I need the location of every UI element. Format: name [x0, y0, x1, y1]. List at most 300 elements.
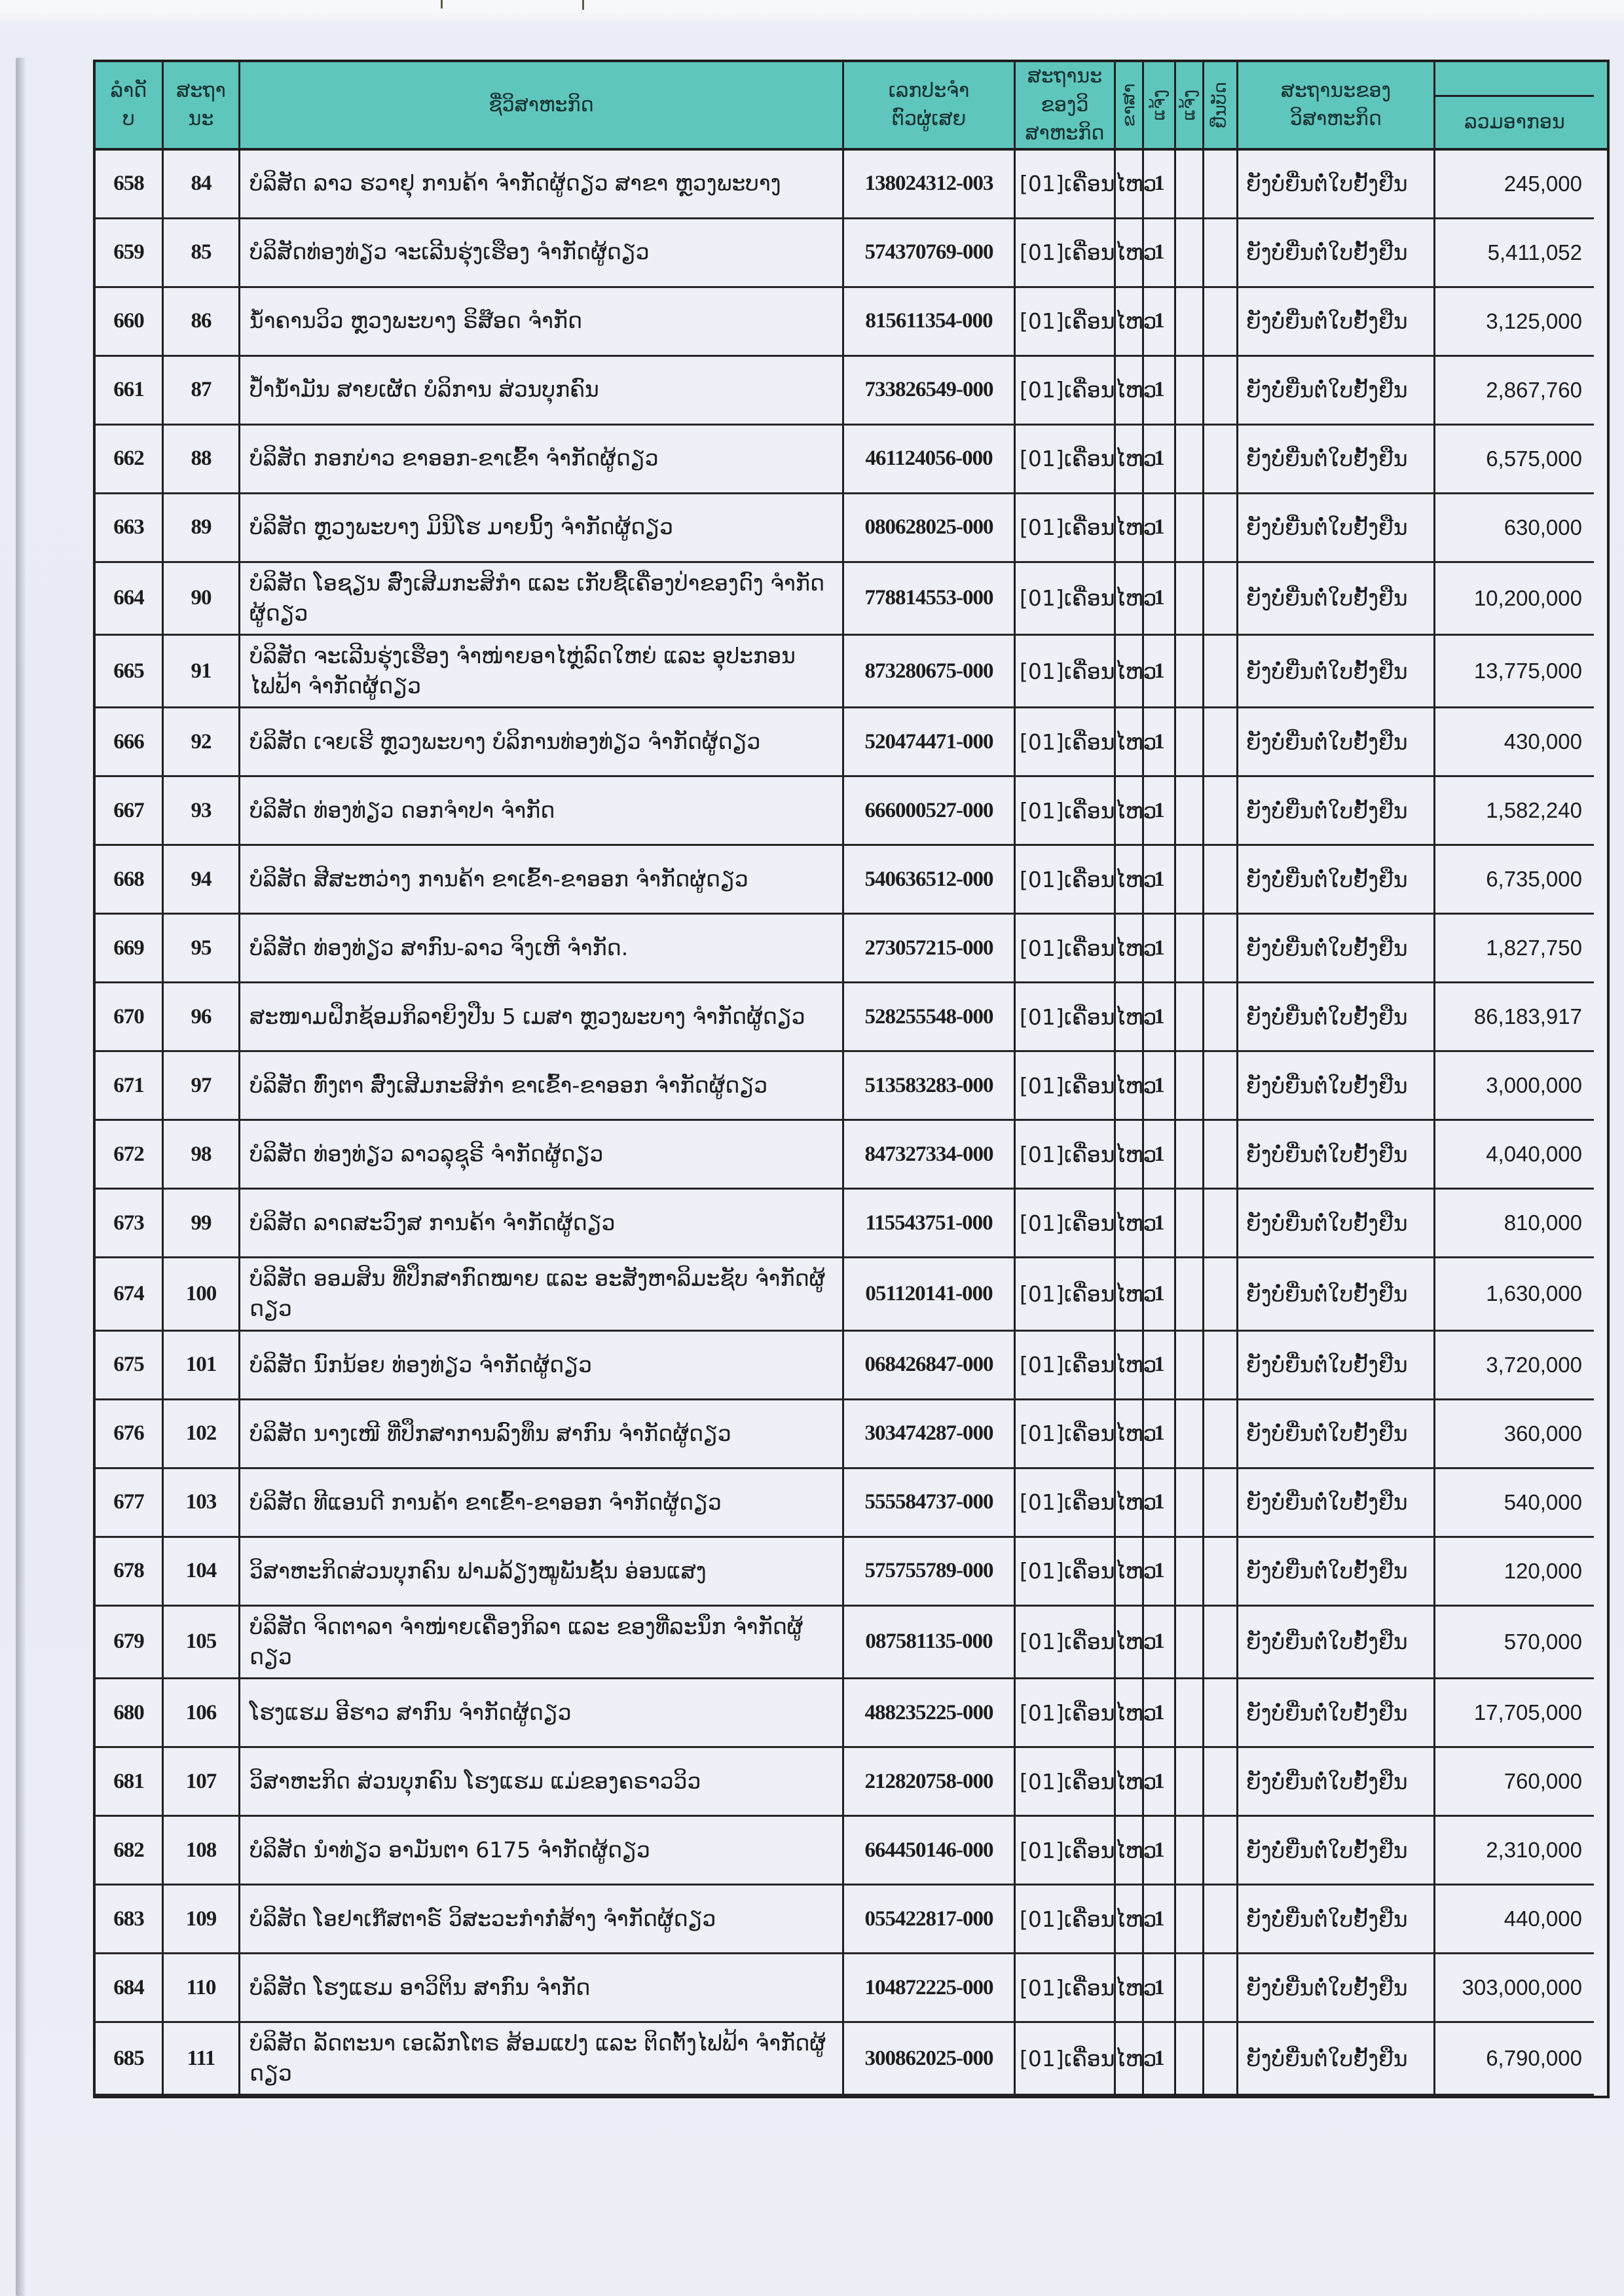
flag-col-1	[1116, 1052, 1144, 1121]
total-tax-amount: 760,000	[1435, 1748, 1594, 1817]
flag-col-2: 1	[1144, 1886, 1176, 1954]
enterprise-name: ບໍລິສັດ ລັດຕະນາ ເອເລັກໂຕຣ ສ້ອມແປງ ແລະ ຕິດຕັ້ງໄຟຟ້າ ຈຳກັດຜູ້ດຽວ	[240, 2023, 844, 2096]
row-number: 664	[96, 563, 164, 636]
total-tax-amount: 10,200,000	[1435, 563, 1594, 636]
total-tax-amount: 4,040,000	[1435, 1121, 1594, 1190]
row-sequence: 86	[164, 288, 240, 357]
flag-col-1	[1116, 288, 1144, 357]
enterprise-name: ບໍລິສັດ ຈະເລີນຮຸ່ງເຮືອງ ຈຳໜ່າຍອາໄຫຼ່ລົດໃຫຍ່ ແລະ ອຸປະກອນໄຟຟ້າ ຈຳກັດຜູ້ດຽວ	[240, 636, 844, 708]
total-tax-amount: 17,705,000	[1435, 1679, 1594, 1748]
taxpayer-id: 055422817-000	[844, 1886, 1016, 1954]
flag-col-2: 1	[1144, 563, 1176, 636]
total-tax-amount: 3,000,000	[1435, 1052, 1594, 1121]
flag-col-2: 1	[1144, 915, 1176, 983]
flag-col-3	[1176, 915, 1204, 983]
taxpayer-id: 574370769-000	[844, 219, 1016, 288]
flag-col-3	[1176, 708, 1204, 777]
certificate-status: ຍັງບໍ່ຍື່ນຕໍ່ໃບຢັ້ງຢືນ	[1238, 1469, 1435, 1538]
flag-col-4	[1204, 357, 1238, 426]
flag-col-3	[1176, 151, 1204, 219]
flag-col-1	[1116, 1748, 1144, 1817]
row-sequence: 95	[164, 915, 240, 983]
row-sequence: 85	[164, 219, 240, 288]
total-tax-amount: 1,582,240	[1435, 777, 1594, 846]
flag-col-3	[1176, 426, 1204, 494]
flag-col-2: 1	[1144, 357, 1176, 426]
flag-col-2: 1	[1144, 1679, 1176, 1748]
activity-status: [01]ເຄື່ອນໄຫວ	[1016, 708, 1116, 777]
table-row	[96, 1679, 1607, 1748]
flag-col-1	[1116, 357, 1144, 426]
enterprise-name: ບໍລິສັດ ທີແອນດີ ການຄ້າ ຂາເຂົ້າ-ຂາອອກ ຈຳກັດຜູ້ດຽວ	[240, 1469, 844, 1538]
flag-col-2: 1	[1144, 288, 1176, 357]
taxpayer-id: 666000527-000	[844, 777, 1016, 846]
flag-col-1	[1116, 1886, 1144, 1954]
flag-col-1	[1116, 1469, 1144, 1538]
table-row	[96, 1258, 1607, 1331]
flag-col-2: 1	[1144, 708, 1176, 777]
activity-status: [01]ເຄື່ອນໄຫວ	[1016, 288, 1116, 357]
row-sequence: 90	[164, 563, 240, 636]
flag-col-2: 1	[1144, 1954, 1176, 2023]
row-sequence: 111	[164, 2023, 240, 2096]
certificate-status: ຍັງບໍ່ຍື່ນຕໍ່ໃບຢັ້ງຢືນ	[1238, 636, 1435, 708]
total-tax-amount: 2,867,760	[1435, 357, 1594, 426]
row-sequence: 106	[164, 1679, 240, 1748]
header-vertical-3: ແຈ້ງ	[1176, 62, 1204, 148]
activity-status: [01]ເຄື່ອນໄຫວ	[1016, 2023, 1116, 2096]
row-number: 666	[96, 708, 164, 777]
enterprise-name: ບໍລິສັດ ທົ່ງຕາ ສົ່ງເສີມກະສິກຳ ຂາເຂົ້າ-ຂາອອກ ຈຳກັດຜູ້ດຽວ	[240, 1052, 844, 1121]
row-number: 663	[96, 494, 164, 563]
enterprise-name: ໂຮງແຮມ ອີຮາວ ສາກົນ ຈຳກັດຜູ້ດຽວ	[240, 1679, 844, 1748]
header-vertical-1: ຂາສາ	[1116, 62, 1144, 148]
flag-col-3	[1176, 1817, 1204, 1886]
flag-col-4	[1204, 219, 1238, 288]
total-tax-amount: 360,000	[1435, 1400, 1594, 1469]
certificate-status: ຍັງບໍ່ຍື່ນຕໍ່ໃບຢັ້ງຢືນ	[1238, 1121, 1435, 1190]
scan-tick-mark	[441, 0, 443, 9]
enterprise-name: ວິສາຫະກິດສ່ວນບຸກຄົນ ຟາມລ້ຽງໝູພັນຊັ້ນ ອ່ອນແສງ	[240, 1538, 844, 1607]
flag-col-4	[1204, 1190, 1238, 1258]
flag-col-3	[1176, 983, 1204, 1052]
flag-col-4	[1204, 777, 1238, 846]
row-sequence: 89	[164, 494, 240, 563]
taxpayer-id: 778814553-000	[844, 563, 1016, 636]
taxpayer-id: 873280675-000	[844, 636, 1016, 708]
table-body	[96, 151, 1607, 2096]
flag-col-4	[1204, 1400, 1238, 1469]
flag-col-2: 1	[1144, 1817, 1176, 1886]
certificate-status: ຍັງບໍ່ຍື່ນຕໍ່ໃບຢັ້ງຢືນ	[1238, 426, 1435, 494]
enterprise-name: ບໍລິສັດ ກອກບ່າວ ຂາອອກ-ຂາເຂົ້າ ຈຳກັດຜູ້ດຽວ	[240, 426, 844, 494]
table-row	[96, 1332, 1607, 1400]
table-row	[96, 983, 1607, 1052]
total-tax-amount: 1,630,000	[1435, 1258, 1594, 1331]
certificate-status: ຍັງບໍ່ຍື່ນຕໍ່ໃບຢັ້ງຢືນ	[1238, 1400, 1435, 1469]
certificate-status: ຍັງບໍ່ຍື່ນຕໍ່ໃບຢັ້ງຢືນ	[1238, 151, 1435, 219]
certificate-status: ຍັງບໍ່ຍື່ນຕໍ່ໃບຢັ້ງຢືນ	[1238, 915, 1435, 983]
activity-status: [01]ເຄື່ອນໄຫວ	[1016, 636, 1116, 708]
total-tax-amount: 810,000	[1435, 1190, 1594, 1258]
flag-col-2: 1	[1144, 636, 1176, 708]
row-sequence: 104	[164, 1538, 240, 1607]
flag-col-2: 1	[1144, 1052, 1176, 1121]
row-number: 667	[96, 777, 164, 846]
total-tax-amount: 303,000,000	[1435, 1954, 1594, 2023]
row-number: 677	[96, 1469, 164, 1538]
flag-col-4	[1204, 846, 1238, 915]
flag-col-3	[1176, 1258, 1204, 1331]
row-number: 676	[96, 1400, 164, 1469]
row-sequence: 102	[164, 1400, 240, 1469]
activity-status: [01]ເຄື່ອນໄຫວ	[1016, 1121, 1116, 1190]
flag-col-3	[1176, 563, 1204, 636]
activity-status: [01]ເຄື່ອນໄຫວ	[1016, 151, 1116, 219]
flag-col-3	[1176, 288, 1204, 357]
certificate-status: ຍັງບໍ່ຍື່ນຕໍ່ໃບຢັ້ງຢືນ	[1238, 288, 1435, 357]
flag-col-1	[1116, 915, 1144, 983]
row-sequence: 93	[164, 777, 240, 846]
activity-status: [01]ເຄື່ອນໄຫວ	[1016, 846, 1116, 915]
flag-col-4	[1204, 1679, 1238, 1748]
header-seq: ສະຖາ ນະ	[164, 62, 240, 148]
table-row	[96, 777, 1607, 846]
enterprise-name: ບໍລິສັດ ທ່ອງທ່ຽວ ດອກຈຳປາ ຈຳກັດ	[240, 777, 844, 846]
certificate-status: ຍັງບໍ່ຍື່ນຕໍ່ໃບຢັ້ງຢືນ	[1238, 219, 1435, 288]
certificate-status: ຍັງບໍ່ຍື່ນຕໍ່ໃບຢັ້ງຢືນ	[1238, 2023, 1435, 2096]
flag-col-1	[1116, 563, 1144, 636]
activity-status: [01]ເຄື່ອນໄຫວ	[1016, 1190, 1116, 1258]
flag-col-2: 1	[1144, 1332, 1176, 1400]
header-vertical-2: ແຈ້ງ	[1144, 62, 1176, 148]
certificate-status: ຍັງບໍ່ຍື່ນຕໍ່ໃບຢັ້ງຢືນ	[1238, 1886, 1435, 1954]
row-number: 662	[96, 426, 164, 494]
header-total-tax	[1435, 62, 1594, 148]
table-row	[96, 636, 1607, 708]
enterprise-name: ບໍລິສັດ ຫຼວງພະບາງ ມິນິໂຮ ມາຍນິ້ງ ຈຳກັດຜູ້ດຽວ	[240, 494, 844, 563]
flag-col-2: 1	[1144, 494, 1176, 563]
row-sequence: 84	[164, 151, 240, 219]
flag-col-2: 1	[1144, 983, 1176, 1052]
row-number: 661	[96, 357, 164, 426]
enterprise-name: ບໍລິສັດ ລາວ ຮວາຢຸ ການຄ້າ ຈຳກັດຜູ້ດຽວ ສາຂາ ຫຼວງພະບາງ	[240, 151, 844, 219]
flag-col-1	[1116, 777, 1144, 846]
table-row	[96, 1607, 1607, 1679]
activity-status: [01]ເຄື່ອນໄຫວ	[1016, 1332, 1116, 1400]
table-row	[96, 151, 1607, 219]
table-row	[96, 1886, 1607, 1954]
flag-col-1	[1116, 1954, 1144, 2023]
table-row	[96, 1469, 1607, 1538]
flag-col-3	[1176, 1538, 1204, 1607]
header-no: ລຳດັ ບ	[96, 62, 164, 148]
flag-col-4	[1204, 1538, 1238, 1607]
table-row	[96, 288, 1607, 357]
header-total-tax-label: ລວມອາກອນ	[1464, 111, 1565, 134]
flag-col-3	[1176, 2023, 1204, 2096]
row-sequence: 87	[164, 357, 240, 426]
taxpayer-id: 104872225-000	[844, 1954, 1016, 2023]
activity-status: [01]ເຄື່ອນໄຫວ	[1016, 1748, 1116, 1817]
certificate-status: ຍັງບໍ່ຍື່ນຕໍ່ໃບຢັ້ງຢືນ	[1238, 777, 1435, 846]
row-number: 682	[96, 1817, 164, 1886]
certificate-status: ຍັງບໍ່ຍື່ນຕໍ່ໃບຢັ້ງຢືນ	[1238, 1679, 1435, 1748]
flag-col-4	[1204, 288, 1238, 357]
enterprise-name: ບໍລິສັດ ໂອຊຽນ ສົ່ງເສີມກະສິກຳ ແລະ ເກັບຊື້ເຄື່ອງປ່າຂອງດົງ ຈຳກັດຜູ້ດຽວ	[240, 563, 844, 636]
row-sequence: 98	[164, 1121, 240, 1190]
flag-col-2: 1	[1144, 1400, 1176, 1469]
certificate-status: ຍັງບໍ່ຍື່ນຕໍ່ໃບຢັ້ງຢືນ	[1238, 1052, 1435, 1121]
flag-col-1	[1116, 426, 1144, 494]
flag-col-1	[1116, 151, 1144, 219]
scan-shadow-left-edge	[16, 58, 26, 2296]
row-sequence: 94	[164, 846, 240, 915]
row-number: 668	[96, 846, 164, 915]
flag-col-2: 1	[1144, 219, 1176, 288]
taxpayer-id: 115543751-000	[844, 1190, 1016, 1258]
taxpayer-id: 555584737-000	[844, 1469, 1016, 1538]
enterprise-name: ບໍລິສັດ ນຳທ່ຽວ ອາມັນຕາ 6175 ຈຳກັດຜູ້ດຽວ	[240, 1817, 844, 1886]
enterprise-name: ບໍລິສັດທ່ອງທ່ຽວ ຈະເລີນຮຸ່ງເຮືອງ ຈຳກັດຜູ້ດຽວ	[240, 219, 844, 288]
certificate-status: ຍັງບໍ່ຍື່ນຕໍ່ໃບຢັ້ງຢືນ	[1238, 846, 1435, 915]
row-number: 683	[96, 1886, 164, 1954]
row-number: 671	[96, 1052, 164, 1121]
enterprise-name: ສະໜາມຝຶກຊ້ອມກິລາຍິງປືນ 5 ເມສາ ຫຼວງພະບາງ ຈຳກັດຜູ້ດຽວ	[240, 983, 844, 1052]
flag-col-2: 1	[1144, 1190, 1176, 1258]
total-tax-amount: 6,575,000	[1435, 426, 1594, 494]
flag-col-2: 1	[1144, 777, 1176, 846]
certificate-status: ຍັງບໍ່ຍື່ນຕໍ່ໃບຢັ້ງຢືນ	[1238, 563, 1435, 636]
flag-col-4	[1204, 1748, 1238, 1817]
activity-status: [01]ເຄື່ອນໄຫວ	[1016, 1258, 1116, 1331]
flag-col-3	[1176, 1052, 1204, 1121]
scan-tick-mark	[582, 0, 584, 10]
certificate-status: ຍັງບໍ່ຍື່ນຕໍ່ໃບຢັ້ງຢືນ	[1238, 1190, 1435, 1258]
flag-col-3	[1176, 1886, 1204, 1954]
taxpayer-id: 300862025-000	[844, 2023, 1016, 2096]
activity-status: [01]ເຄື່ອນໄຫວ	[1016, 1469, 1116, 1538]
flag-col-1	[1116, 1121, 1144, 1190]
flag-col-3	[1176, 1400, 1204, 1469]
total-tax-amount: 86,183,917	[1435, 983, 1594, 1052]
flag-col-3	[1176, 219, 1204, 288]
flag-col-3	[1176, 777, 1204, 846]
flag-col-2: 1	[1144, 1258, 1176, 1331]
flag-col-2: 1	[1144, 151, 1176, 219]
table-row	[96, 426, 1607, 494]
certificate-status: ຍັງບໍ່ຍື່ນຕໍ່ໃບຢັ້ງຢືນ	[1238, 357, 1435, 426]
flag-col-1	[1116, 2023, 1144, 2096]
flag-col-3	[1176, 846, 1204, 915]
certificate-status: ຍັງບໍ່ຍື່ນຕໍ່ໃບຢັ້ງຢືນ	[1238, 494, 1435, 563]
enterprise-name: ປ້ຳນ້ຳມັນ ສາຍເຜັດ ບໍລິການ ສ່ວນບຸກຄົນ	[240, 357, 844, 426]
table-header-row	[96, 62, 1607, 151]
enterprise-name: ບໍລິສັດ ເຈຍເຮີ ຫຼວງພະບາງ ບໍລິການທ່ອງທ່ຽວ ຈຳກັດຜູ້ດຽວ	[240, 708, 844, 777]
flag-col-4	[1204, 494, 1238, 563]
activity-status: [01]ເຄື່ອນໄຫວ	[1016, 1679, 1116, 1748]
enterprise-name: ບໍລິສັດ ນົກນ້ອຍ ທ່ອງທ່ຽວ ຈຳກັດຜູ້ດຽວ	[240, 1332, 844, 1400]
taxpayer-id: 080628025-000	[844, 494, 1016, 563]
flag-col-2: 1	[1144, 426, 1176, 494]
row-number: 678	[96, 1538, 164, 1607]
flag-col-2: 1	[1144, 1121, 1176, 1190]
table-row	[96, 1052, 1607, 1121]
taxpayer-id: 051120141-000	[844, 1258, 1016, 1331]
taxpayer-id: 528255548-000	[844, 983, 1016, 1052]
flag-col-2: 1	[1144, 1748, 1176, 1817]
enterprise-name: ບໍລິສັດ ລາດສະວົງສ ການຄ້າ ຈຳກັດຜູ້ດຽວ	[240, 1190, 844, 1258]
certificate-status: ຍັງບໍ່ຍື່ນຕໍ່ໃບຢັ້ງຢືນ	[1238, 1538, 1435, 1607]
flag-col-4	[1204, 426, 1238, 494]
total-tax-amount: 245,000	[1435, 151, 1594, 219]
flag-col-1	[1116, 1332, 1144, 1400]
certificate-status: ຍັງບໍ່ຍື່ນຕໍ່ໃບຢັ້ງຢືນ	[1238, 1954, 1435, 2023]
total-tax-amount: 1,827,750	[1435, 915, 1594, 983]
flag-col-1	[1116, 1607, 1144, 1679]
activity-status: [01]ເຄື່ອນໄຫວ	[1016, 1538, 1116, 1607]
taxpayer-id: 212820758-000	[844, 1748, 1016, 1817]
flag-col-3	[1176, 1332, 1204, 1400]
flag-col-4	[1204, 1332, 1238, 1400]
activity-status: [01]ເຄື່ອນໄຫວ	[1016, 915, 1116, 983]
certificate-status: ຍັງບໍ່ຍື່ນຕໍ່ໃບຢັ້ງຢືນ	[1238, 1258, 1435, 1331]
total-tax-amount: 6,735,000	[1435, 846, 1594, 915]
taxpayer-id: 461124056-000	[844, 426, 1016, 494]
total-tax-amount: 6,790,000	[1435, 2023, 1594, 2096]
row-number: 674	[96, 1258, 164, 1331]
header-total-tax-blank	[1435, 62, 1594, 97]
flag-col-4	[1204, 1817, 1238, 1886]
flag-col-3	[1176, 1607, 1204, 1679]
row-number: 658	[96, 151, 164, 219]
certificate-status: ຍັງບໍ່ຍື່ນຕໍ່ໃບຢັ້ງຢືນ	[1238, 1817, 1435, 1886]
table-row	[96, 1538, 1607, 1607]
flag-col-4	[1204, 1469, 1238, 1538]
flag-col-2: 1	[1144, 1469, 1176, 1538]
flag-col-4	[1204, 636, 1238, 708]
activity-status: [01]ເຄື່ອນໄຫວ	[1016, 1954, 1116, 2023]
row-number: 685	[96, 2023, 164, 2096]
taxpayer-id: 273057215-000	[844, 915, 1016, 983]
total-tax-amount: 3,125,000	[1435, 288, 1594, 357]
enterprise-tax-table	[93, 60, 1610, 2098]
table-row	[96, 915, 1607, 983]
flag-col-3	[1176, 1469, 1204, 1538]
flag-col-1	[1116, 494, 1144, 563]
row-sequence: 91	[164, 636, 240, 708]
table-row	[96, 494, 1607, 563]
flag-col-4	[1204, 1886, 1238, 1954]
row-number: 680	[96, 1679, 164, 1748]
row-number: 669	[96, 915, 164, 983]
taxpayer-id: 733826549-000	[844, 357, 1016, 426]
taxpayer-id: 303474287-000	[844, 1400, 1016, 1469]
enterprise-name: ວິສາຫະກິດ ສ່ວນບຸກຄົນ ໂຮງແຮມ ແມ່ຂອງຄຣາວວິວ	[240, 1748, 844, 1817]
row-number: 672	[96, 1121, 164, 1190]
certificate-status: ຍັງບໍ່ຍື່ນຕໍ່ໃບຢັ້ງຢືນ	[1238, 1332, 1435, 1400]
enterprise-name: ບໍລິສັດ ທ່ອງທ່ຽວ ສາກົນ-ລາວ ຈິງເຫີ ຈຳກັດ.	[240, 915, 844, 983]
total-tax-amount: 540,000	[1435, 1469, 1594, 1538]
activity-status: [01]ເຄື່ອນໄຫວ	[1016, 1400, 1116, 1469]
flag-col-4	[1204, 983, 1238, 1052]
total-tax-amount: 440,000	[1435, 1886, 1594, 1954]
enterprise-name: ນ້ຳຄານວິວ ຫຼວງພະບາງ ຣິສ໊ອດ ຈຳກັດ	[240, 288, 844, 357]
total-tax-amount: 120,000	[1435, 1538, 1594, 1607]
table-row	[96, 846, 1607, 915]
row-number: 684	[96, 1954, 164, 2023]
row-sequence: 100	[164, 1258, 240, 1331]
row-sequence: 105	[164, 1607, 240, 1679]
flag-col-2: 1	[1144, 2023, 1176, 2096]
flag-col-1	[1116, 1400, 1144, 1469]
header-enterprise-name: ຊື່ວິສາຫະກິດ	[240, 62, 844, 148]
flag-col-1	[1116, 219, 1144, 288]
activity-status: [01]ເຄື່ອນໄຫວ	[1016, 777, 1116, 846]
row-sequence: 96	[164, 983, 240, 1052]
row-sequence: 108	[164, 1817, 240, 1886]
enterprise-name: ບໍລິສັດ ອອມສິນ ທີ່ປຶກສາກົດໝາຍ ແລະ ອະສັງຫາລິມະຊັບ ຈຳກັດຜູ້ດຽວ	[240, 1258, 844, 1331]
row-sequence: 107	[164, 1748, 240, 1817]
activity-status: [01]ເຄື່ອນໄຫວ	[1016, 357, 1116, 426]
table-row	[96, 357, 1607, 426]
flag-col-3	[1176, 494, 1204, 563]
row-number: 660	[96, 288, 164, 357]
flag-col-3	[1176, 1121, 1204, 1190]
row-sequence: 110	[164, 1954, 240, 2023]
table-row	[96, 1748, 1607, 1817]
flag-col-3	[1176, 1190, 1204, 1258]
enterprise-name: ບໍລິສັດ ສີສະຫວ່າງ ການຄ້າ ຂາເຂົ້າ-ຂາອອກ ຈຳກັດຜູ່ດຽວ	[240, 846, 844, 915]
certificate-status: ຍັງບໍ່ຍື່ນຕໍ່ໃບຢັ້ງຢືນ	[1238, 708, 1435, 777]
taxpayer-id: 138024312-003	[844, 151, 1016, 219]
flag-col-1	[1116, 636, 1144, 708]
flag-col-2: 1	[1144, 1538, 1176, 1607]
row-number: 665	[96, 636, 164, 708]
row-number: 673	[96, 1190, 164, 1258]
activity-status: [01]ເຄື່ອນໄຫວ	[1016, 1886, 1116, 1954]
flag-col-1	[1116, 1190, 1144, 1258]
row-number: 675	[96, 1332, 164, 1400]
flag-col-1	[1116, 1679, 1144, 1748]
enterprise-name: ບໍລິສັດ ໂອຢາເກ໊ສຕາຣ໌ ວິສະວະກຳກໍ່ສ້າງ ຈຳກັດຜູ້ດຽວ	[240, 1886, 844, 1954]
taxpayer-id: 815611354-000	[844, 288, 1016, 357]
total-tax-amount: 430,000	[1435, 708, 1594, 777]
flag-col-3	[1176, 357, 1204, 426]
flag-col-1	[1116, 708, 1144, 777]
table-row	[96, 1190, 1607, 1258]
header-taxpayer-id: ເລກປະຈຳ ຕົວຜູ່ເສຍ	[844, 62, 1016, 148]
row-sequence: 101	[164, 1332, 240, 1400]
row-sequence: 92	[164, 708, 240, 777]
row-sequence: 103	[164, 1469, 240, 1538]
table-row	[96, 1817, 1607, 1886]
header-vertical-4: ຢືນບັດ	[1204, 62, 1238, 148]
flag-col-4	[1204, 1052, 1238, 1121]
flag-col-1	[1116, 1258, 1144, 1331]
flag-col-1	[1116, 1538, 1144, 1607]
row-sequence: 109	[164, 1886, 240, 1954]
flag-col-3	[1176, 1954, 1204, 2023]
total-tax-amount: 13,775,000	[1435, 636, 1594, 708]
flag-col-2: 1	[1144, 846, 1176, 915]
taxpayer-id: 664450146-000	[844, 1817, 1016, 1886]
flag-col-4	[1204, 1258, 1238, 1331]
total-tax-amount: 5,411,052	[1435, 219, 1594, 288]
taxpayer-id: 575755789-000	[844, 1538, 1016, 1607]
table-row	[96, 219, 1607, 288]
flag-col-2: 1	[1144, 1607, 1176, 1679]
